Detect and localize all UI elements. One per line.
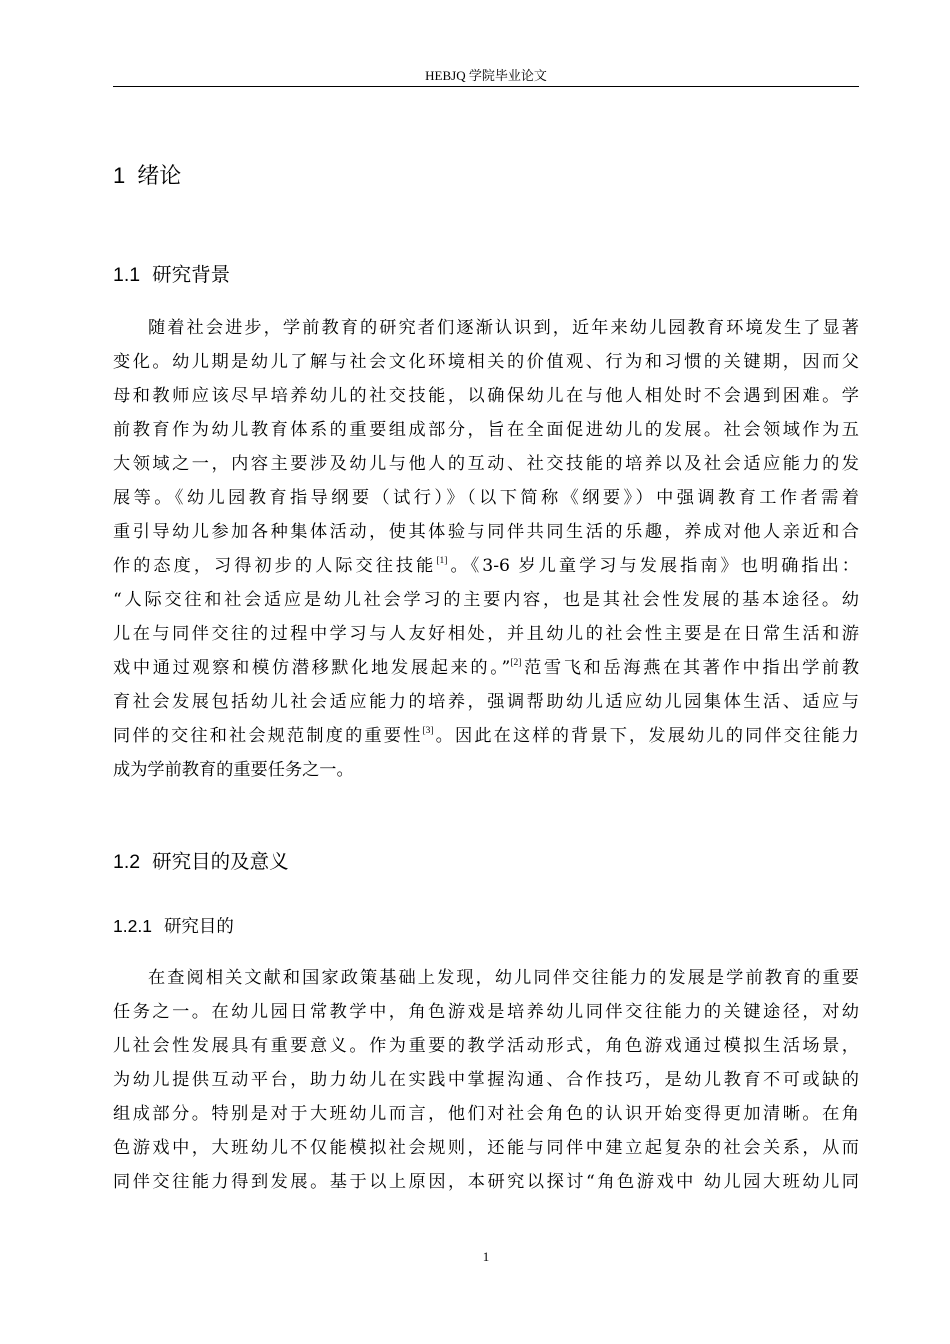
text-line: 儿在与同伴交往的过程中学习与人友好相处，并且幼儿的社会性主要是在日常生活和游 bbox=[113, 624, 859, 644]
citation-marker: [2] bbox=[510, 658, 522, 668]
text-line: 重引导幼儿参加各种集体活动，使其体验与同伴共同生活的乐趣，养成对他人亲近和合 bbox=[113, 522, 859, 542]
text-line: 儿社会性发展具有重要意义。作为重要的教学活动形式，角色游戏通过模拟生活场景， bbox=[113, 1036, 859, 1056]
text-line bbox=[113, 651, 859, 685]
text-span: 作的态度，习得初步的人际交往技能 bbox=[113, 556, 437, 576]
chapter-number: 1 bbox=[113, 163, 126, 188]
running-header: HEBJQ 学院毕业论文 bbox=[425, 68, 547, 83]
section-number: 1.2 bbox=[113, 851, 141, 873]
text-line: 前教育作为幼儿教育体系的重要组成部分，旨在全面促进幼儿的发展。社会领域作为五 bbox=[113, 420, 859, 440]
section-heading-1-1 bbox=[113, 260, 230, 290]
text-line: 随着社会进步，学前教育的研究者们逐渐认识到，近年来幼儿园教育环境发生了显著 bbox=[148, 318, 859, 338]
section-title: 研究目的及意义 bbox=[152, 850, 289, 873]
page-number: 1 bbox=[482, 1249, 490, 1264]
text-line: 母和教师应该尽早培养幼儿的社交技能，以确保幼儿在与他人相处时不会遇到困难。学 bbox=[113, 386, 859, 406]
citation-marker: [3] bbox=[422, 726, 434, 736]
text-line: 组成部分。特别是对于大班幼儿而言，他们对社会角色的认识开始变得更加清晰。在角 bbox=[113, 1104, 859, 1124]
subsection-number: 1.2.1 bbox=[113, 916, 152, 936]
text-span: 范雪飞和岳海燕在其著作中指出学前教 bbox=[521, 658, 859, 678]
text-span: 同伴的交往和社会规范制度的重要性 bbox=[113, 726, 423, 746]
chapter-title: 绪论 bbox=[137, 164, 182, 189]
section-title: 研究背景 bbox=[152, 263, 231, 286]
text-line: 色游戏中，大班幼儿不仅能模拟社会规则，还能与同伴中建立起复杂的社会关系，从而 bbox=[113, 1138, 859, 1158]
text-span: 戏中通过观察和模仿潜移默化地发展起来的。” bbox=[113, 658, 511, 678]
text-line bbox=[113, 719, 859, 753]
text-line: 同伴交往能力得到发展。基于以上原因，本研究以探讨“角色游戏中 幼儿园大班幼儿同 bbox=[113, 1172, 859, 1192]
header-rule bbox=[113, 86, 859, 87]
subsection-title: 研究目的 bbox=[163, 917, 234, 937]
section-heading-1-2 bbox=[113, 847, 289, 877]
text-line: 大领域之一，内容主要涉及幼儿与他人的互动、社交技能的培养以及社会适应能力的发 bbox=[113, 454, 859, 474]
subsection-heading-1-2-1 bbox=[113, 912, 234, 941]
text-line: 变化。幼儿期是幼儿了解与社会文化环境相关的价值观、行为和习惯的关键期，因而父 bbox=[113, 352, 859, 372]
text-line: 为幼儿提供互动平台，助力幼儿在实践中掌握沟通、合作技巧，是幼儿教育不可或缺的 bbox=[113, 1070, 859, 1090]
section-number: 1.1 bbox=[113, 264, 141, 286]
text-line: “人际交往和社会适应是幼儿社会学习的主要内容，也是其社会性发展的基本途径。幼 bbox=[113, 590, 859, 610]
text-line: 成为学前教育的重要任务之一。 bbox=[113, 760, 354, 780]
text-line: 育社会发展包括幼儿社会适应能力的培养，强调帮助幼儿适应幼儿园集体生活、适应与 bbox=[113, 692, 859, 712]
citation-marker: [1] bbox=[436, 556, 448, 566]
text-line: 展等。《幼儿园教育指导纲要（试行）》（以下简称《纲要》）中强调教育工作者需着 bbox=[113, 488, 859, 508]
chapter-heading bbox=[113, 160, 181, 193]
text-span: 。因此在这样的背景下，发展幼儿的同伴交往能力 bbox=[433, 726, 859, 746]
text-span: 。《3-6 岁儿童学习与发展指南》也明确指出： bbox=[447, 556, 859, 576]
text-line: 在查阅相关文献和国家政策基础上发现，幼儿同伴交往能力的发展是学前教育的重要 bbox=[148, 968, 859, 988]
text-line: 任务之一。在幼儿园日常教学中，角色游戏是培养幼儿同伴交往能力的关键途径，对幼 bbox=[113, 1002, 859, 1022]
text-line bbox=[113, 549, 859, 583]
